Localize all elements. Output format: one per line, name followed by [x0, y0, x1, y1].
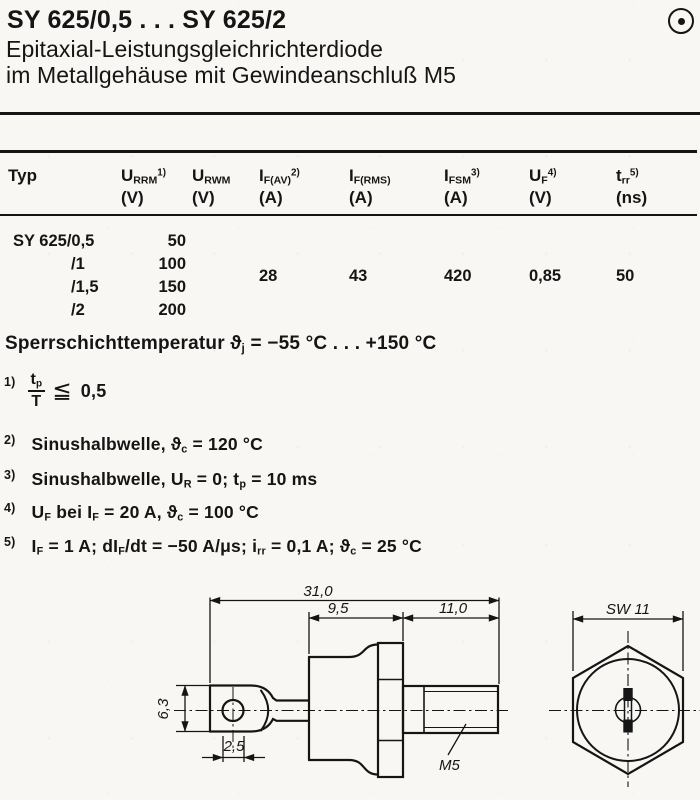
- less-equal-sign: ≦: [52, 378, 72, 404]
- thread-callout: [439, 724, 466, 774]
- fraction-numerator: $t_p$: [28, 371, 46, 392]
- ifsm-value: 420: [444, 266, 472, 285]
- urrm-value: 50: [167, 232, 186, 250]
- end-view: [549, 601, 700, 787]
- type-label: /1,5: [71, 278, 99, 296]
- col-uf-symbol: $U_F^{4)}$: [529, 166, 557, 187]
- dim-case-length-label: 9,5: [327, 600, 349, 617]
- footnote-4-text: $U_F$ bei $I_F = 20$ A, $ϑ_c = 100$ °C: [31, 502, 259, 524]
- col-ifrms-symbol: $I_{F(RMS)}$: [349, 166, 391, 187]
- footnote-2-text: Sinushalbwelle, $ϑ_c = 120$ °C: [31, 434, 263, 456]
- side-view: [155, 583, 508, 777]
- col-ifav-symbol: $I_{F(AV)}^{2)}$: [259, 166, 300, 187]
- footnote-1-marker: 1): [4, 375, 16, 389]
- urrm-value: 100: [158, 255, 186, 273]
- tab-end-slot: [623, 688, 632, 733]
- threaded-stud: [403, 686, 498, 733]
- dim-case-length: [309, 600, 403, 654]
- col-trr-unit: (ns): [616, 188, 648, 207]
- dim-overall-length-label: 31,0: [303, 583, 333, 600]
- dim-wrench-size-label: SW 11: [606, 601, 650, 618]
- type-label: SY 625/0,5: [13, 232, 95, 250]
- col-typ-symbol: Typ: [8, 166, 37, 185]
- trr-value: 50: [616, 266, 635, 285]
- footnote-5-text: $I_F = 1$ A; $dI_F/dt = -50$ A/μs; $i_{rr} = 0,1$ A; $ϑ_c = 25$ °C: [31, 536, 422, 558]
- col-ifsm-unit: (A): [444, 188, 468, 207]
- type-label: /1: [71, 255, 85, 273]
- col-urwm-unit: (V): [192, 188, 215, 207]
- subtitle-line-1: Epitaxial-Leistungsgleichrichterdiode: [6, 36, 384, 62]
- urrm-value: 150: [158, 278, 186, 296]
- footnote-3-text: Sinushalbwelle, $U_R = 0$; $t_p = 10$ ms: [31, 469, 318, 491]
- dim-thread-length: [403, 600, 499, 618]
- col-uf-unit: (V): [529, 188, 552, 207]
- dim-overall-length: [210, 583, 499, 684]
- junction-temperature-note: Sperrschichttemperatur $ϑ_j = -55$ °C . . . +150 °C: [5, 333, 437, 355]
- footnote-4-marker: 4): [4, 501, 16, 515]
- col-ifav-unit: (A): [259, 188, 283, 207]
- footnote-2-marker: 2): [4, 433, 16, 447]
- dim-tab-height-label: 6,3: [155, 698, 172, 720]
- fraction-denominator: T: [31, 393, 42, 410]
- duty-cycle-value: 0,5: [80, 380, 107, 401]
- case-body: [309, 645, 378, 775]
- dim-hole-width-label: 2,5: [223, 738, 245, 755]
- footnote-3-marker: 3): [4, 468, 16, 482]
- solder-tab-outline: [210, 686, 309, 732]
- uf-value: 0,85: [529, 266, 562, 285]
- col-urwm-symbol: $U_{RWM}$: [192, 166, 231, 187]
- col-ifrms-unit: (A): [349, 188, 373, 207]
- ifav-value: 28: [259, 266, 278, 285]
- footnote-5-marker: 5): [4, 535, 16, 549]
- page-title: SY 625/0,5 . . . SY 625/2: [7, 6, 287, 34]
- subtitle-line-2: im Metallgehäuse mit Gewindeanschluß M5: [6, 62, 457, 88]
- dim-tab-height: [155, 686, 212, 732]
- type-label: /2: [71, 301, 85, 319]
- col-trr-symbol: $t_{rr}^{5)}$: [616, 166, 639, 187]
- urrm-value: 200: [158, 301, 186, 319]
- thread-label: M5: [439, 757, 460, 774]
- col-ifsm-symbol: $I_{FSM}^{3)}$: [444, 166, 480, 187]
- dim-thread-length-label: 11,0: [438, 600, 468, 617]
- dim-hole-width: [202, 736, 265, 762]
- col-urrm-unit: (V): [121, 188, 144, 207]
- ifrms-value: 43: [349, 266, 368, 285]
- col-urrm-symbol: $U_{RRM}^{1)}$: [121, 166, 167, 187]
